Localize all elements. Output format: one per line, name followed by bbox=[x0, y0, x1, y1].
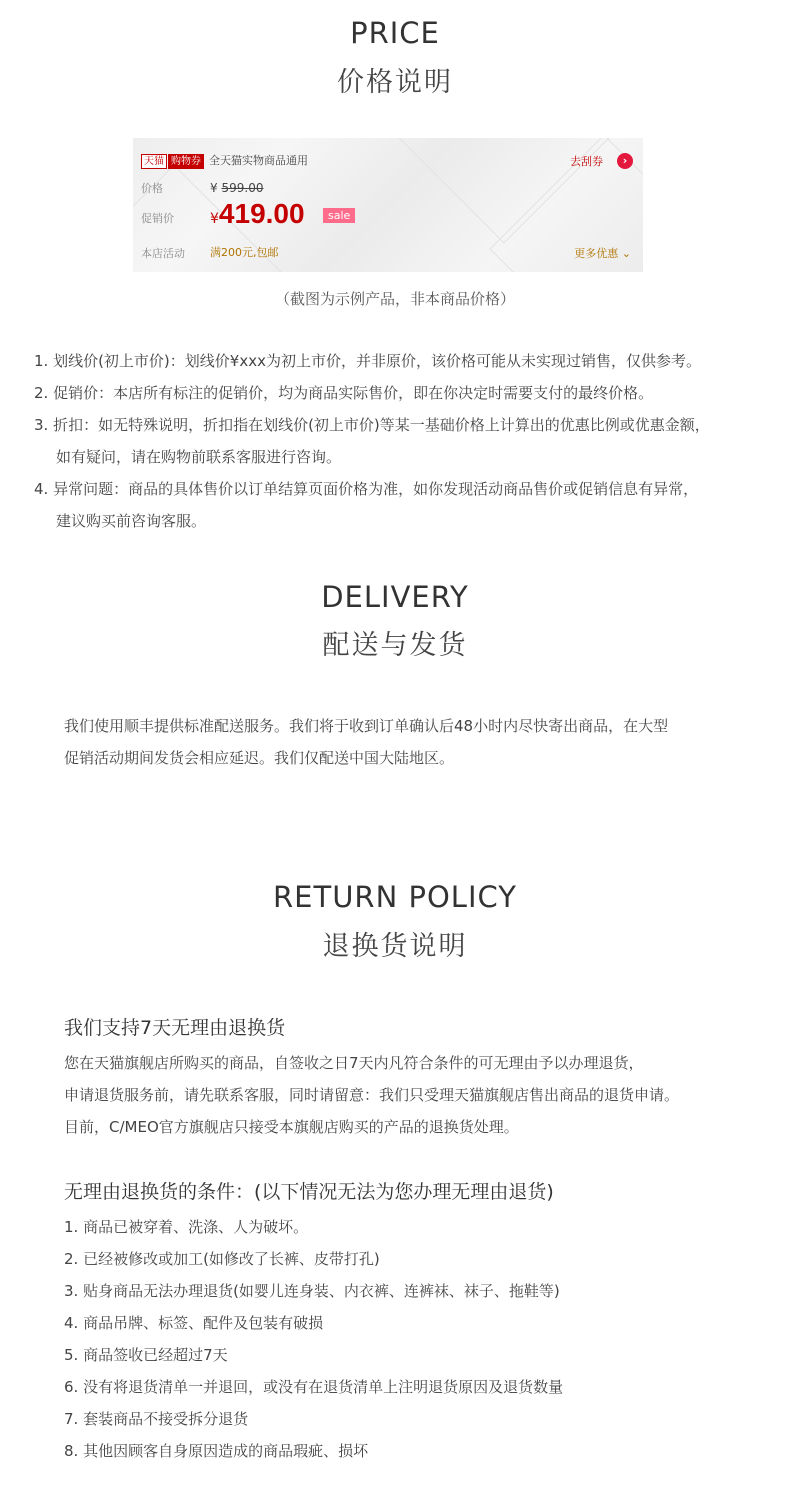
get-coupon-link[interactable]: 去刮券 bbox=[570, 155, 603, 168]
price-title-cn: 价格说明 bbox=[337, 67, 453, 98]
coupon-tag: 购物券 bbox=[168, 154, 204, 169]
return-line: 目前，C/MEO官方旗舰店只接受本旗舰店购买的产品的退换货处理。 bbox=[64, 1118, 519, 1136]
yen-symbol: ¥ bbox=[210, 181, 218, 195]
delivery-line: 促销活动期间发货会相应延迟。我们仅配送中国大陆地区。 bbox=[64, 749, 455, 767]
activity-label: 本店活动 bbox=[141, 247, 185, 260]
coupon-row bbox=[141, 152, 308, 169]
delivery-title-cn: 配送与发货 bbox=[322, 630, 468, 661]
chevron-right-icon[interactable]: › bbox=[617, 153, 633, 169]
promo-price-label: 促销价 bbox=[141, 212, 174, 225]
list-item: 如有疑问，请在购物前联系客服进行咨询。 bbox=[56, 448, 342, 466]
return-line: 申请退货服务前，请先联系客服，同时请留意：我们只受理天猫旗舰店售出商品的退货申请。 bbox=[64, 1086, 680, 1104]
return-heading-7days: 我们支持7天无理由退换货 bbox=[64, 1017, 286, 1039]
price-list bbox=[34, 345, 710, 537]
more-promo-label: 更多优惠 bbox=[574, 247, 619, 260]
list-item: 4. 异常问题：商品的具体售价以订单结算页面价格为准，如你发现活动商品售价或促销信息有异常， bbox=[34, 480, 699, 498]
list-item: 3. 贴身商品无法办理退货(如婴儿连身装、内衣裤、连裤袜、袜子、拖鞋等) bbox=[64, 1282, 560, 1300]
activity-text: 满200元,包邮 bbox=[210, 246, 279, 259]
return-conditions-list bbox=[64, 1211, 563, 1467]
price-caption: （截图为示例产品，非本商品价格） bbox=[274, 290, 515, 308]
delivery-text bbox=[64, 710, 668, 774]
list-item: 4. 商品吊牌、标签、配件及包装有破损 bbox=[64, 1314, 324, 1332]
return-paragraph bbox=[64, 1047, 679, 1143]
more-promo-link[interactable] bbox=[574, 245, 631, 261]
list-item: 6. 没有将退货清单一并退回，或没有在退货清单上注明退货原因及退货数量 bbox=[64, 1378, 564, 1396]
sample-price-card bbox=[133, 138, 643, 272]
list-item: 1. 划线价(初上市价)：划线价¥xxx为初上市价，并非原价，该价格可能从未实现过销售，仅供参考。 bbox=[34, 352, 701, 370]
list-item: 5. 商品签收已经超过7天 bbox=[64, 1346, 228, 1364]
return-conditions-heading: 无理由退换货的条件：(以下情况无法为您办理无理由退货) bbox=[64, 1181, 554, 1203]
return-title-cn: 退换货说明 bbox=[322, 931, 468, 962]
coupon-description: 全天猫实物商品通用 bbox=[209, 154, 308, 167]
chevron-down-icon: ⌄ bbox=[618, 247, 631, 260]
promo-price bbox=[210, 198, 305, 230]
list-item: 2. 已经被修改或加工(如修改了长裤、皮带打孔) bbox=[64, 1250, 380, 1268]
return-line: 您在天猫旗舰店所购买的商品，自签收之日7天内凡符合条件的可无理由予以办理退货， bbox=[64, 1054, 644, 1072]
sale-badge: sale bbox=[323, 208, 355, 223]
delivery-line: 我们使用顺丰提供标准配送服务。我们将于收到订单确认后48小时内尽快寄出商品，在大型 bbox=[64, 717, 669, 735]
original-price bbox=[210, 181, 263, 195]
original-price-value: 599.00 bbox=[221, 181, 264, 195]
yen-symbol: ¥ bbox=[210, 211, 219, 227]
list-item: 3. 折扣：如无特殊说明，折扣指在划线价(初上市价)等某一基础价格上计算出的优惠比例或优惠金额， bbox=[34, 416, 710, 434]
list-item: 建议购买前咨询客服。 bbox=[56, 512, 207, 530]
list-item: 8. 其他因顾客自身原因造成的商品瑕疵、损坏 bbox=[64, 1442, 369, 1460]
list-item: 1. 商品已被穿着、洗涤、人为破坏。 bbox=[64, 1218, 309, 1236]
delivery-title-en: DELIVERY bbox=[321, 580, 469, 614]
tmall-tag: 天猫 bbox=[141, 154, 167, 169]
return-title-en: RETURN POLICY bbox=[273, 880, 517, 914]
promo-price-value: 419.00 bbox=[218, 198, 305, 229]
price-label: 价格 bbox=[141, 182, 163, 195]
list-item: 7. 套装商品不接受拆分退货 bbox=[64, 1410, 249, 1428]
price-title-en: PRICE bbox=[350, 16, 440, 50]
list-item: 2. 促销价：本店所有标注的促销价，均为商品实际售价，即在你决定时需要支付的最终价格。 bbox=[34, 384, 654, 402]
